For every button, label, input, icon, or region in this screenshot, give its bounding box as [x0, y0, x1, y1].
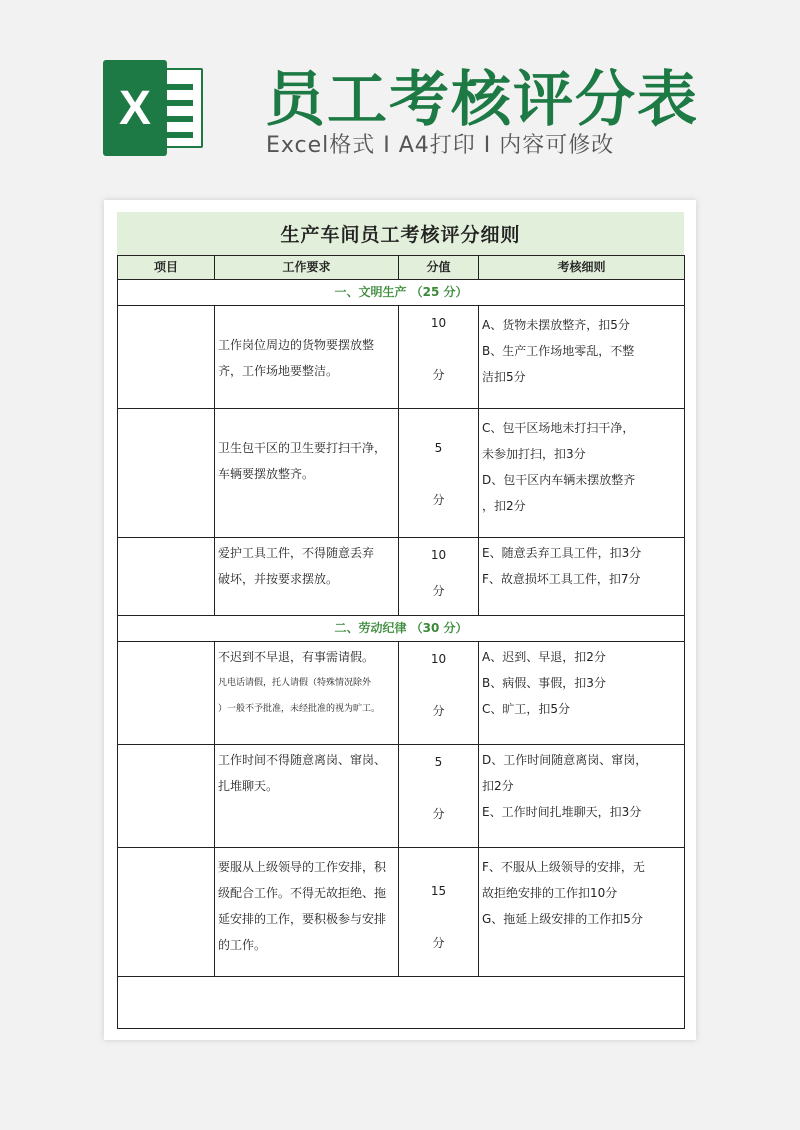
table-header-row — [118, 256, 685, 280]
table-row — [118, 409, 685, 538]
excel-logo-letter: X — [103, 60, 167, 156]
table-row — [118, 848, 685, 977]
requirement-cell: 不迟到不早退，有事需请假。 凡电话请假，托人请假（特殊情况除外 ）一般不予批准，未经批准的视为旷工。 — [215, 642, 399, 745]
requirement-cell: 工作岗位周边的货物要摆放整 齐，工作场地要整洁。 — [215, 306, 399, 409]
column-header-requirement: 工作要求 — [215, 256, 399, 280]
page-title: 员工考核评分表 — [265, 65, 699, 135]
item-cell — [118, 848, 215, 977]
column-header-detail: 考核细则 — [479, 256, 685, 280]
detail-cell: C、包干区场地未打扫干净， 未参加打扫，扣3分 D、包干区内车辆未摆放整齐 ，扣2分 — [479, 409, 685, 538]
empty-cell — [118, 977, 685, 1029]
requirement-cell: 要服从上级领导的工作安排，积 级配合工作。不得无故拒绝、拖 延安排的工作，要积极参与安排 的工作。 — [215, 848, 399, 977]
score-cell: 5 分 — [399, 409, 479, 538]
page-header — [0, 0, 800, 200]
detail-cell: D、工作时间随意离岗、窜岗， 扣2分 E、工作时间扎堆聊天，扣3分 — [479, 745, 685, 848]
section-label: 一、文明生产 （25 分） — [118, 280, 685, 306]
table-row — [118, 306, 685, 409]
detail-cell: F、不服从上级领导的安排，无 故拒绝安排的工作扣10分 G、拖延上级安排的工作扣5分 — [479, 848, 685, 977]
detail-cell: A、货物未摆放整齐，扣5分 B、生产工作场地零乱，不整 洁扣5分 — [479, 306, 685, 409]
score-cell: 15 分 — [399, 848, 479, 977]
item-cell — [118, 409, 215, 538]
section-label: 二、劳动纪律 （30 分） — [118, 616, 685, 642]
score-cell: 5 分 — [399, 745, 479, 848]
score-sheet — [117, 212, 684, 1029]
page-subtitle: Excel格式 I A4打印 I 内容可修改 — [266, 133, 615, 158]
requirement-cell: 爱护工具工件，不得随意丢弃 破坏，并按要求摆放。 — [215, 538, 399, 616]
item-cell — [118, 745, 215, 848]
requirement-cell: 卫生包干区的卫生要打扫干净， 车辆要摆放整齐。 — [215, 409, 399, 538]
document-paper — [104, 200, 696, 1040]
empty-row — [118, 977, 685, 1029]
column-header-score: 分值 — [399, 256, 479, 280]
column-header-item: 项目 — [118, 256, 215, 280]
section-row — [118, 280, 685, 306]
item-cell — [118, 538, 215, 616]
score-cell: 10 分 — [399, 306, 479, 409]
section-row — [118, 616, 685, 642]
detail-cell: E、随意丢弃工具工件，扣3分 F、故意损坏工具工件，扣7分 — [479, 538, 685, 616]
table-row — [118, 745, 685, 848]
score-cell: 10 分 — [399, 538, 479, 616]
score-table — [117, 255, 685, 1029]
table-row — [118, 642, 685, 745]
table-row — [118, 538, 685, 616]
detail-cell: A、迟到、早退，扣2分 B、病假、事假，扣3分 C、旷工，扣5分 — [479, 642, 685, 745]
excel-logo-icon — [103, 60, 205, 156]
score-cell: 10 分 — [399, 642, 479, 745]
sheet-title: 生产车间员工考核评分细则 — [117, 212, 684, 255]
requirement-cell: 工作时间不得随意离岗、窜岗、 扎堆聊天。 — [215, 745, 399, 848]
item-cell — [118, 306, 215, 409]
item-cell — [118, 642, 215, 745]
